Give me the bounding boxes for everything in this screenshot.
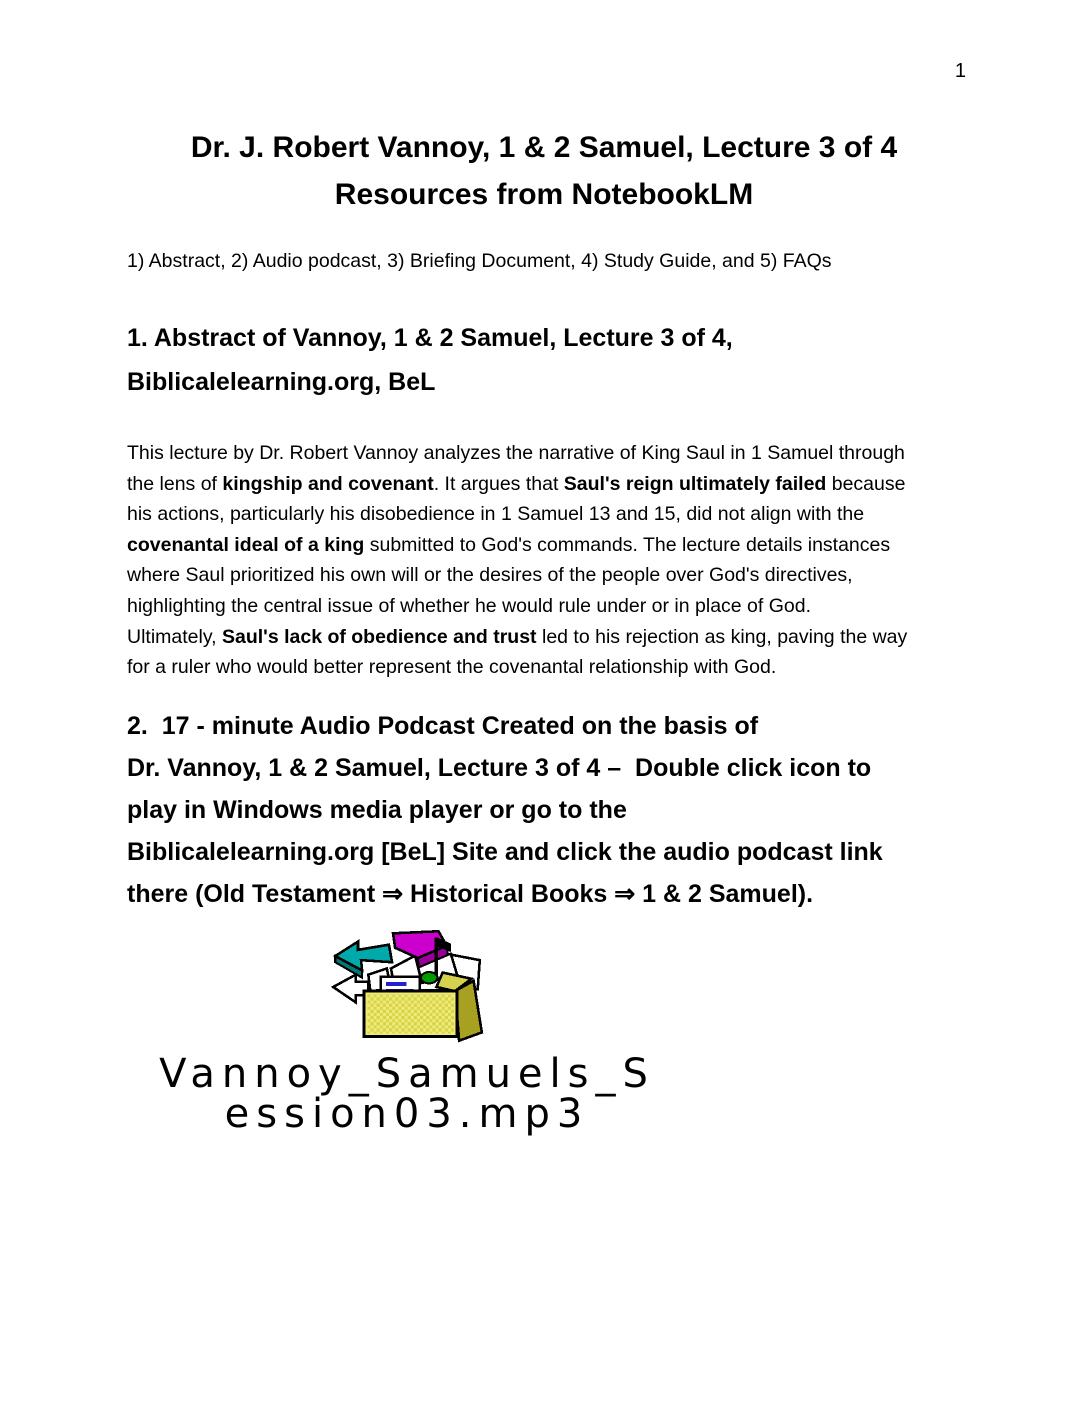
audio-filename-label[interactable]: Vannoy_Samuels_S ession03.mp3 (159, 1050, 655, 1137)
abstract-paragraph: This lecture by Dr. Robert Vannoy analyzes the narrative of King Saul in 1 Samuel through the lens of kingship and covenant. It argues that Saul's reign ultimately failed because his actions, particularly his disobedience in 1 Samuel 13 and 15, did not align with the covenantal ideal of a king submitted to God's commands. The lecture details instances where Saul prioritized his own will or the desires of the people over God's directives, highlighting the central issue of whether he would rule under or in place of God. Ultimately, Saul's lack of obedience and trust led to his rejection as king, paving the way for a ruler who would better represent the covenantal relationship with God. (127, 442, 908, 679)
media-package-icon[interactable] (327, 929, 487, 1045)
box-front-shape (364, 991, 457, 1036)
resources-list: 1) Abstract, 2) Audio podcast, 3) Briefing Document, 4) Study Guide, and 5) FAQs (127, 250, 832, 272)
audio-file-object[interactable] (127, 929, 687, 1137)
document-title: Dr. J. Robert Vannoy, 1 & 2 Samuel, Lecture 3 of 4 Resources from NotebookLM (190, 131, 898, 211)
page-number: 1 (954, 60, 966, 82)
section2-heading: 2. 17 - minute Audio Podcast Created on the basis of Dr. Vannoy, 1 & 2 Samuel, Lecture 3 of 4 – Double click icon to play in Windows media player or go to the Biblicalelearning.org [BeL] Site and click the audio podcast link there (Old Testament ⇒ Historical Books ⇒ 1 & 2 Samuel). (127, 711, 883, 908)
section1-heading: 1. Abstract of Vannoy, 1 & 2 Samuel, Lecture 3 of 4, Biblicalelearning.org, BeL (127, 324, 733, 396)
document-content (0, 124, 1088, 1137)
